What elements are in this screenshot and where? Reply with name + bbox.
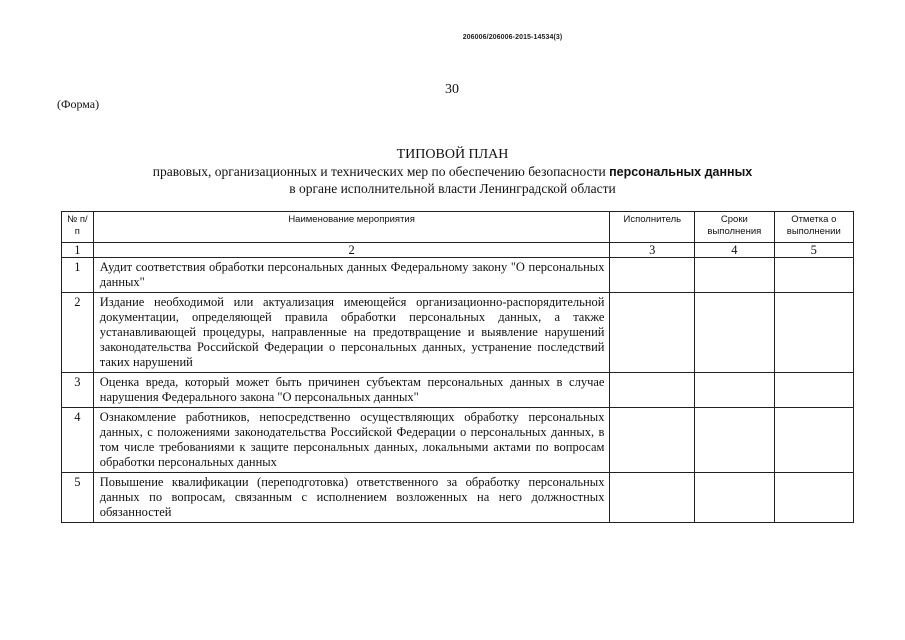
document-subtitle-line2: в органе исполнительной власти Ленинградской области xyxy=(289,181,616,196)
row-activity: Оценка вреда, который может быть причинен субъектам персональных данных в случае нарушения Федерального закона "О персональных данных" xyxy=(93,373,610,408)
table-row xyxy=(62,293,854,373)
row-executor xyxy=(610,258,695,293)
row-deadline xyxy=(695,258,774,293)
page-number: 30 xyxy=(445,82,459,97)
column-numbers-row xyxy=(62,243,854,258)
row-activity: Ознакомление работников, непосредственно осуществляющих обработку персональных данных, с положениями законодательства Российской Федерации о персональных данных, в том числе требованиями к защите персональных данных, локальными актами по вопросам обработки персональных данных xyxy=(93,408,610,473)
document-title: ТИПОВОЙ ПЛАН xyxy=(396,147,509,162)
column-number: 4 xyxy=(695,243,774,258)
form-label: (Форма) xyxy=(57,97,100,111)
header-activity: Наименование мероприятия xyxy=(93,212,610,243)
row-mark xyxy=(774,258,853,293)
row-mark xyxy=(774,373,853,408)
table-row xyxy=(62,408,854,473)
row-executor xyxy=(610,473,695,523)
document-id: 206006/206006-2015-14534(3) xyxy=(462,34,563,41)
row-deadline xyxy=(695,293,774,373)
row-mark xyxy=(774,408,853,473)
row-mark xyxy=(774,473,853,523)
column-number: 2 xyxy=(93,243,610,258)
row-number: 1 xyxy=(62,258,94,293)
table-row xyxy=(62,373,854,408)
document-subtitle-line1 xyxy=(0,163,905,181)
plan-table xyxy=(61,211,854,523)
table-header-row xyxy=(62,212,854,243)
row-activity: Аудит соответствия обработки персональных данных Федеральному закону "О персональных данных" xyxy=(93,258,610,293)
row-activity: Повышение квалификации (переподготовка) ответственного за обработку персональных данных по вопросам, связанным с исполнением возложенных на него должностных обязанностей xyxy=(93,473,610,523)
row-deadline xyxy=(695,373,774,408)
row-number: 3 xyxy=(62,373,94,408)
row-mark xyxy=(774,293,853,373)
column-number: 3 xyxy=(610,243,695,258)
row-number: 5 xyxy=(62,473,94,523)
row-activity: Издание необходимой или актуализация имеющейся организационно-распорядительной документации, определяющей правила обработки персональных данных, а также устанавливающей процедуры, направленные на предотвращение и выявление нарушений законодательства Российской Федерации о персональных данных, устранение последствий таких нарушений xyxy=(93,293,610,373)
header-executor: Исполнитель xyxy=(610,212,695,243)
row-number: 2 xyxy=(62,293,94,373)
column-number: 5 xyxy=(774,243,853,258)
row-number: 4 xyxy=(62,408,94,473)
header-mark: Отметка о выполнении xyxy=(774,212,853,243)
table-row xyxy=(62,473,854,523)
subtitle-bold: персональных данных xyxy=(609,165,753,179)
subtitle-prefix: правовых, организационных и технических мер по обеспечению безопасности xyxy=(152,164,610,179)
row-executor xyxy=(610,373,695,408)
column-number: 1 xyxy=(62,243,94,258)
header-number: № п/п xyxy=(62,212,94,243)
row-executor xyxy=(610,293,695,373)
table-row xyxy=(62,258,854,293)
header-deadline: Сроки выполнения xyxy=(695,212,774,243)
row-executor xyxy=(610,408,695,473)
row-deadline xyxy=(695,473,774,523)
row-deadline xyxy=(695,408,774,473)
